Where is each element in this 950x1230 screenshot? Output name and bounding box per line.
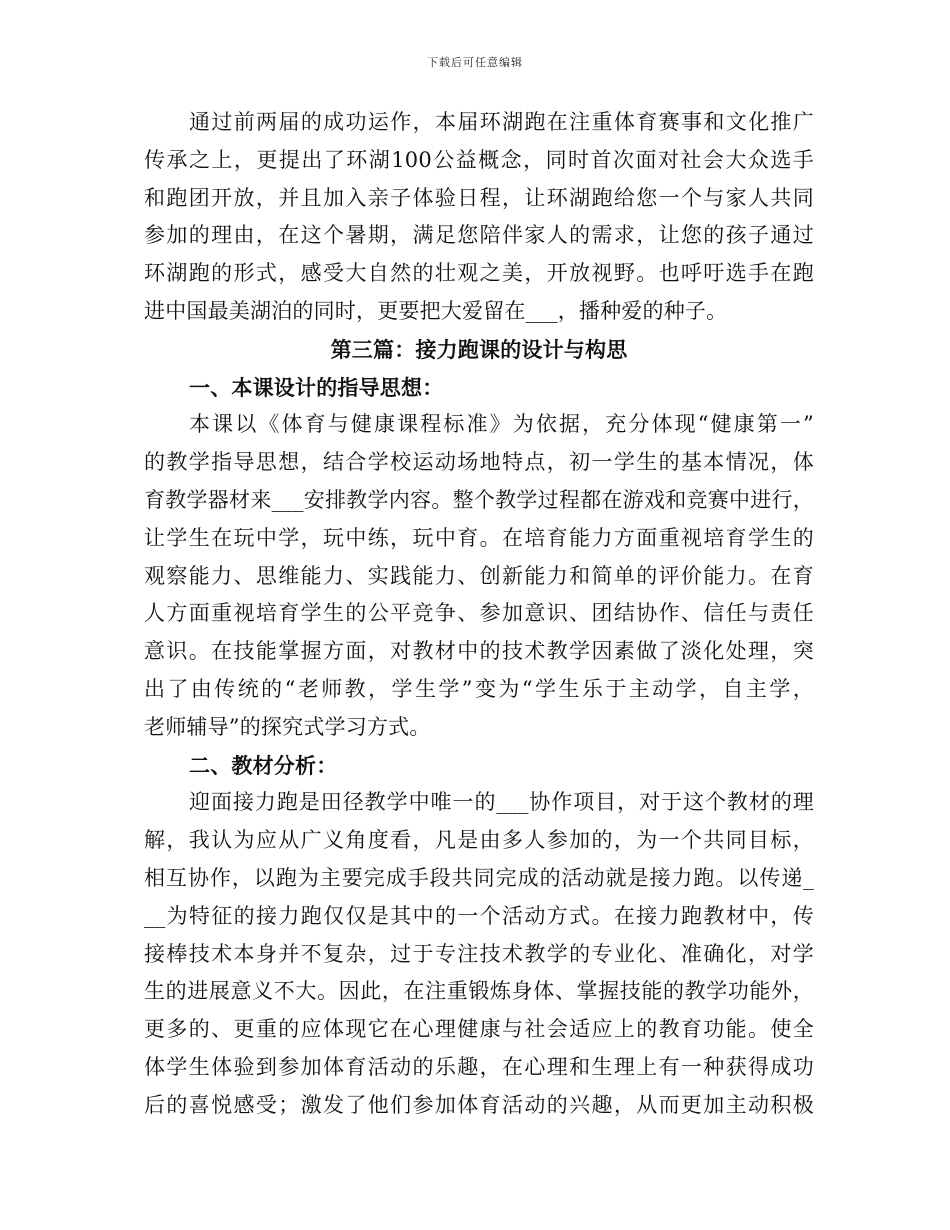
section-heading-guiding-thought: 一、本课设计的指导思想： [189,374,444,400]
text-line: 接棒技术本身并不复杂，过于专注技术教学的专业化、准确化，对学 [144,941,814,966]
text-line: 迎面接力跑是田径教学中唯一的___协作项目，对于这个教材的理 [189,790,814,815]
text-line: 传承之上，更提出了环湖100公益概念，同时首次面对社会大众选手 [144,147,814,172]
text-line: 参加的理由，在这个暑期，满足您陪伴家人的需求，让您的孩子通过 [144,223,814,248]
text-line: 更多的、更重的应体现它在心理健康与社会适应上的教育功能。使全 [144,1017,814,1042]
text-line: 环湖跑的形式，感受大自然的壮观之美，开放视野。也呼吁选手在跑 [144,261,814,286]
text-line: 老师辅导”的探究式学习方式。 [144,714,431,739]
text-line: 通过前两届的成功运作，本届环湖跑在注重体育赛事和文化推广 [189,110,814,134]
text-line: 和跑团开放，并且加入亲子体验日程，让环湖跑给您一个与家人共同 [144,185,814,210]
section-title: 第三篇：接力跑课的设计与构思 [330,336,628,362]
paragraph-intro [144,104,814,331]
text-line: __为特征的接力跑仅仅是其中的一个活动方式。在接力跑教材中，传 [144,903,814,928]
text-line: 让学生在玩中学，玩中练，玩中育。在培育能力方面重视培育学生的 [144,525,814,550]
text-line: 观察能力、思维能力、实践能力、创新能力和简单的评价能力。在育 [144,563,814,588]
text-line: 解，我认为应从广义角度看，凡是由多人参加的，为一个共同目标， [144,828,814,853]
text-line: 生的进展意义不大。因此，在注重锻炼身体、掌握技能的教学功能外， [144,979,814,1004]
text-line: 人方面重视培育学生的公平竞争、参加意识、团结协作、信任与责任 [144,601,814,626]
document-body [144,104,814,1125]
text-line: 的教学指导思想，结合学校运动场地特点，初一学生的基本情况，体 [144,450,814,475]
section-heading-material-analysis: 二、教材分析： [189,752,338,778]
text-line: 体学生体验到参加体育活动的乐趣，在心理和生理上有一种获得成功 [144,1054,814,1079]
text-line: 出了由传统的“老师教，学生学”变为“学生乐于主动学，自主学， [144,676,814,701]
text-line: 后的喜悦感受；激发了他们参加体育活动的兴趣，从而更加主动积极 [144,1092,814,1117]
paragraph-guiding-thought [144,406,814,746]
text-line: 育教学器材来___安排教学内容。整个教学过程都在游戏和竞赛中进行， [144,487,814,512]
page-header: 下载后可任意编辑 [427,56,523,69]
text-line: 意识。在技能掌握方面，对教材中的技术教学因素做了淡化处理，突 [144,639,814,664]
text-line: 进中国最美湖泊的同时，更要把大爱留在___，播种爱的种子。 [144,298,728,323]
text-line: 相互协作，以跑为主要完成手段共同完成的活动就是接力跑。以传递_ [144,865,814,890]
paragraph-material-analysis [144,784,814,1124]
text-line: 本课以《体育与健康课程标准》为依据，充分体现“健康第一” [189,412,814,437]
